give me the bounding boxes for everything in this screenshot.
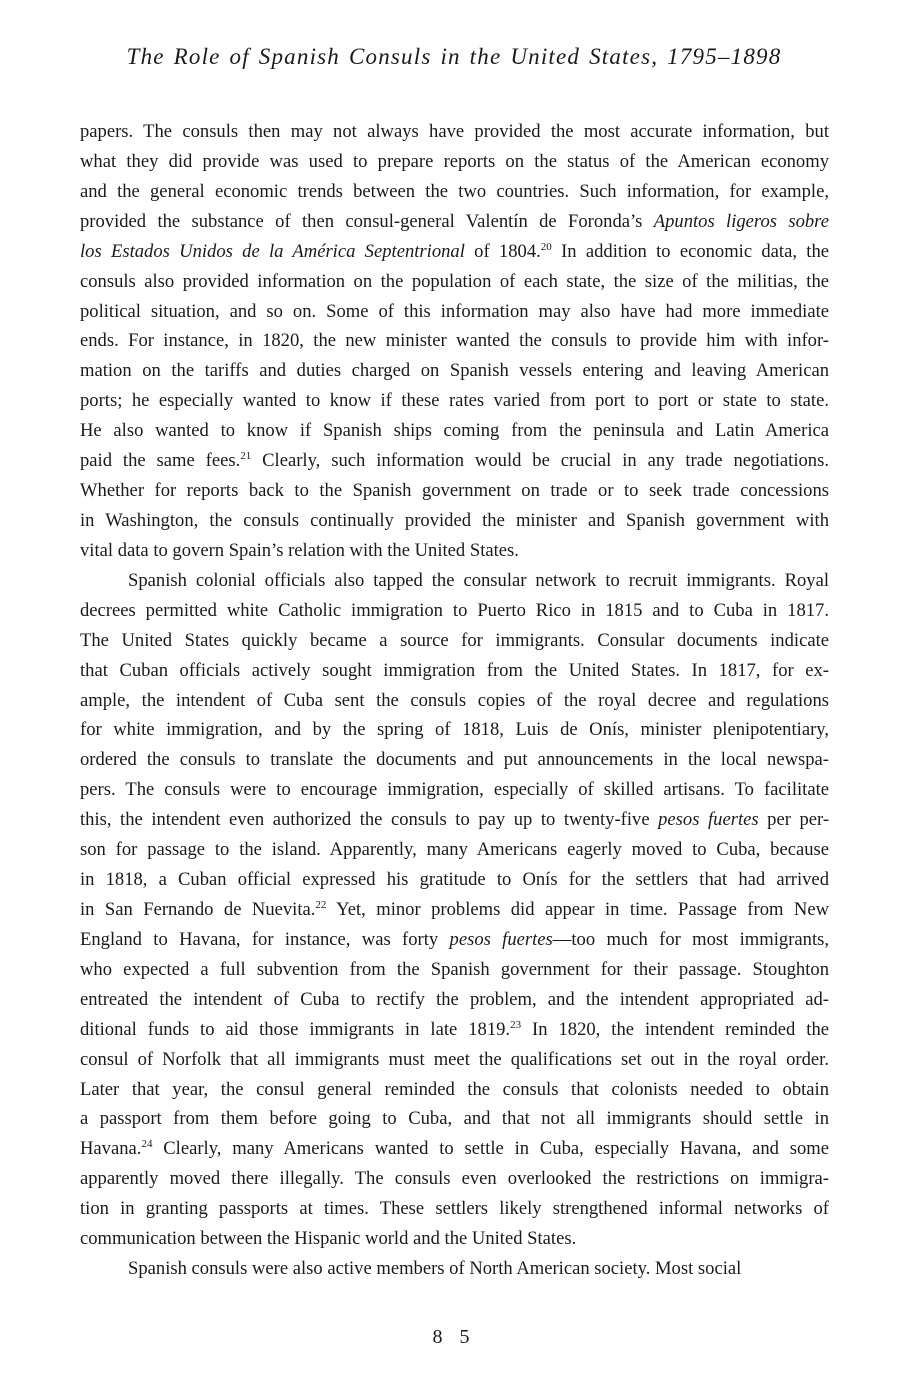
text-line: communication between the Hispanic world and the United States. xyxy=(80,1228,577,1250)
text-line: political situation, and so on. Some of this information may also have had more immediate xyxy=(80,300,829,322)
text-line: consul of Norfolk that all immigrants must meet the qualifications set out in the royal order. xyxy=(80,1048,829,1070)
text-line: Whether for reports back to the Spanish government on trade or to seek trade concessions xyxy=(80,480,829,502)
text-line: mation on the tariffs and duties charged on Spanish vessels entering and leaving American xyxy=(80,360,829,382)
text-line: ports; he especially wanted to know if these rates varied from port to port or state to state. xyxy=(80,390,829,412)
book-title: los Estados Unidos de la América Septentrional xyxy=(80,240,465,262)
text-line: He also wanted to know if Spanish ships coming from the peninsula and Latin America xyxy=(80,420,829,442)
text-line: England to Havana, for instance, was forty pesos fuertes—too much for most immigrants, xyxy=(80,928,829,950)
body-text xyxy=(80,117,829,1284)
text-line: vital data to govern Spain’s relation with the United States. xyxy=(80,539,519,561)
text-line: papers. The consuls then may not always have provided the most accurate information, but xyxy=(80,121,829,142)
text-line: Spanish consuls were also active members of North American society. Most social xyxy=(128,1258,742,1280)
book-title: Apuntos ligeros sobre xyxy=(653,210,829,232)
text-line: in San Fernando de Nuevita.$^{22}$ Yet, minor problems did appear in time. Passage from New xyxy=(80,898,830,920)
text-line: in 1818, a Cuban official expressed his gratitude to Onís for the settlers that had arrived xyxy=(80,869,829,891)
text-line: tion in granting passports at times. These settlers likely strengthened informal networks of xyxy=(80,1198,829,1220)
footnote-ref: 20 xyxy=(540,240,552,253)
text-line: los Estados Unidos de la América Septentrional of 1804.20 In addition to economic data, the xyxy=(80,240,829,262)
text-line: provided the substance of then consul-general Valentín de Foronda’s Apuntos ligeros sobre xyxy=(80,210,829,232)
text-line: paid the same fees.$^{21}$ Clearly, such information would be crucial in any trade negotiations. xyxy=(80,450,829,472)
footnote-ref: 21 xyxy=(240,450,252,463)
footnote-ref: 22 xyxy=(315,898,327,911)
text-line: and the general economic trends between the two countries. Such information, for example, xyxy=(80,180,829,202)
footnote-ref: 23 xyxy=(510,1018,522,1031)
text-line: ordered the consuls to translate the documents and put announcements in the local newspa- xyxy=(80,749,829,771)
text-line: what they did provide was used to prepare reports on the status of the American economy xyxy=(80,150,829,172)
text-line: son for passage to the island. Apparently, many Americans eagerly moved to Cuba, because xyxy=(80,839,829,861)
text-line: entreated the intendent of Cuba to rectify the problem, and the intendent appropriated ad- xyxy=(80,988,829,1010)
currency-term: pesos fuertes xyxy=(658,809,759,831)
page-number: 8 5 xyxy=(432,1326,476,1348)
text-line: Later that year, the consul general reminded the consuls that colonists needed to obtain xyxy=(80,1078,829,1100)
text-line: Havana.$^{24}$ Clearly, many Americans wanted to settle in Cuba, especially Havana, and some xyxy=(80,1138,829,1160)
text-line: The United States quickly became a source for immigrants. Consular documents indicate xyxy=(80,629,829,651)
text-line: this, the intendent even authorized the consuls to pay up to twenty-five pesos fuertes per per- xyxy=(80,809,830,831)
text-line: ample, the intendent of Cuba sent the consuls copies of the royal decree and regulations xyxy=(80,689,829,711)
text-line: a passport from them before going to Cuba, and that not all immigrants should settle in xyxy=(80,1108,829,1130)
running-head: The Role of Spanish Consuls in the United States, 1795–1898 xyxy=(126,44,782,69)
text-line: apparently moved there illegally. The consuls even overlooked the restrictions on immigra- xyxy=(80,1168,829,1190)
text-line: that Cuban officials actively sought immigration from the United States. In 1817, for ex- xyxy=(80,659,829,681)
text-line: consuls also provided information on the population of each state, the size of the militias, the xyxy=(80,270,829,292)
footnote-ref: 24 xyxy=(141,1138,153,1151)
text-line: decrees permitted white Catholic immigration to Puerto Rico in 1815 and to Cuba in 1817. xyxy=(80,599,829,621)
text-line: ends. For instance, in 1820, the new minister wanted the consuls to provide him with infor- xyxy=(80,330,829,352)
text-line: ditional funds to aid those immigrants in late 1819.23 In 1820, the intendent reminded the xyxy=(80,1018,830,1040)
text-line: in Washington, the consuls continually provided the minister and Spanish government with xyxy=(80,509,829,531)
text-line: Spanish colonial officials also tapped the consular network to recruit immigrants. Royal xyxy=(128,569,829,591)
text-line: who expected a full subvention from the Spanish government for their passage. Stoughton xyxy=(80,958,829,980)
text-line: for white immigration, and by the spring of 1818, Luis de Onís, minister plenipotentiary, xyxy=(80,719,829,741)
currency-term: pesos fuertes xyxy=(449,928,553,950)
text-line: pers. The consuls were to encourage immigration, especially of skilled artisans. To facilitate xyxy=(80,779,829,801)
